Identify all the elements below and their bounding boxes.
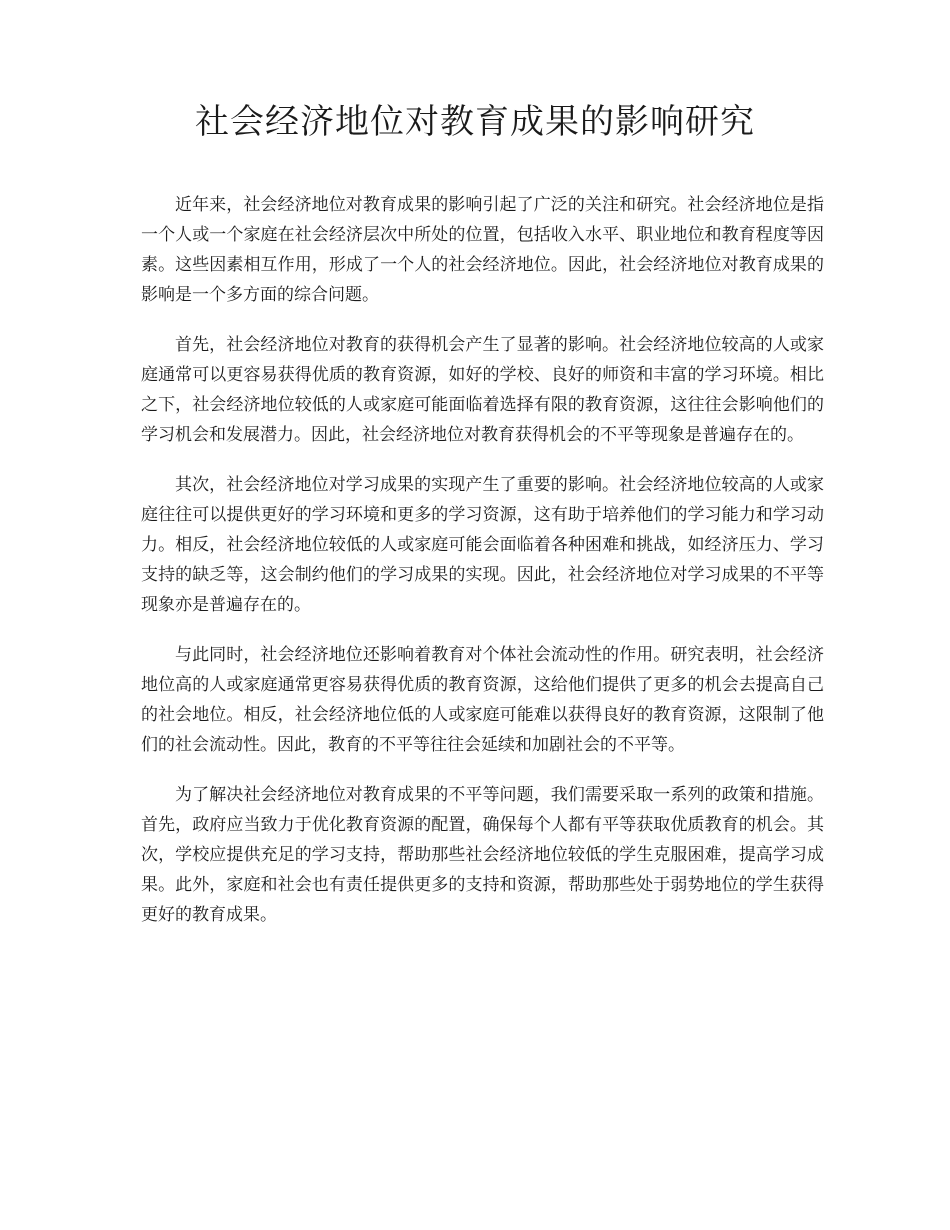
page-title: 社会经济地位对教育成果的影响研究 [195, 102, 755, 142]
paragraph-outcomes: 其次，社会经济地位对学习成果的实现产生了重要的影响。社会经济地位较高的人或家庭往往可以提供更好的学习环境和更多的学习资源，这有助于培养他们的学习能力和学习动力。相反，社会经济地位较低的人或家庭可能会面临着各种困难和挑战，如经济压力、学习支持的缺乏等，这会制约他们的学习成果的实现。因此，社会经济地位对学习成果的不平等现象亦是普遍存在的。 [141, 475, 824, 615]
document-body [141, 190, 824, 950]
paragraph-access: 首先，社会经济地位对教育的获得机会产生了显著的影响。社会经济地位较高的人或家庭通常可以更容易获得优质的教育资源，如好的学校、良好的师资和丰富的学习环境。相比之下，社会经济地位较低的人或家庭可能面临着选择有限的教育资源，这往往会影响他们的学习机会和发展潜力。因此，社会经济地位对教育获得机会的不平等现象是普遍存在的。 [141, 335, 824, 445]
paragraph-intro: 近年来，社会经济地位对教育成果的影响引起了广泛的关注和研究。社会经济地位是指一个人或一个家庭在社会经济层次中所处的位置，包括收入水平、职业地位和教育程度等因素。这些因素相互作用，形成了一个人的社会经济地位。因此，社会经济地位对教育成果的影响是一个多方面的综合问题。 [141, 195, 824, 305]
paragraph-policy: 为了解决社会经济地位对教育成果的不平等问题，我们需要采取一系列的政策和措施。首先，政府应当致力于优化教育资源的配置，确保每个人都有平等获取优质教育的机会。其次，学校应提供充足的学习支持，帮助那些社会经济地位较低的学生克服困难，提高学习成果。此外，家庭和社会也有责任提供更多的支持和资源，帮助那些处于弱势地位的学生获得更好的教育成果。 [141, 785, 824, 925]
paragraph-mobility: 与此同时，社会经济地位还影响着教育对个体社会流动性的作用。研究表明，社会经济地位高的人或家庭通常更容易获得优质的教育资源，这给他们提供了更多的机会去提高自己的社会地位。相反，社会经济地位低的人或家庭可能难以获得良好的教育资源，这限制了他们的社会流动性。因此，教育的不平等往往会延续和加剧社会的不平等。 [141, 645, 824, 755]
